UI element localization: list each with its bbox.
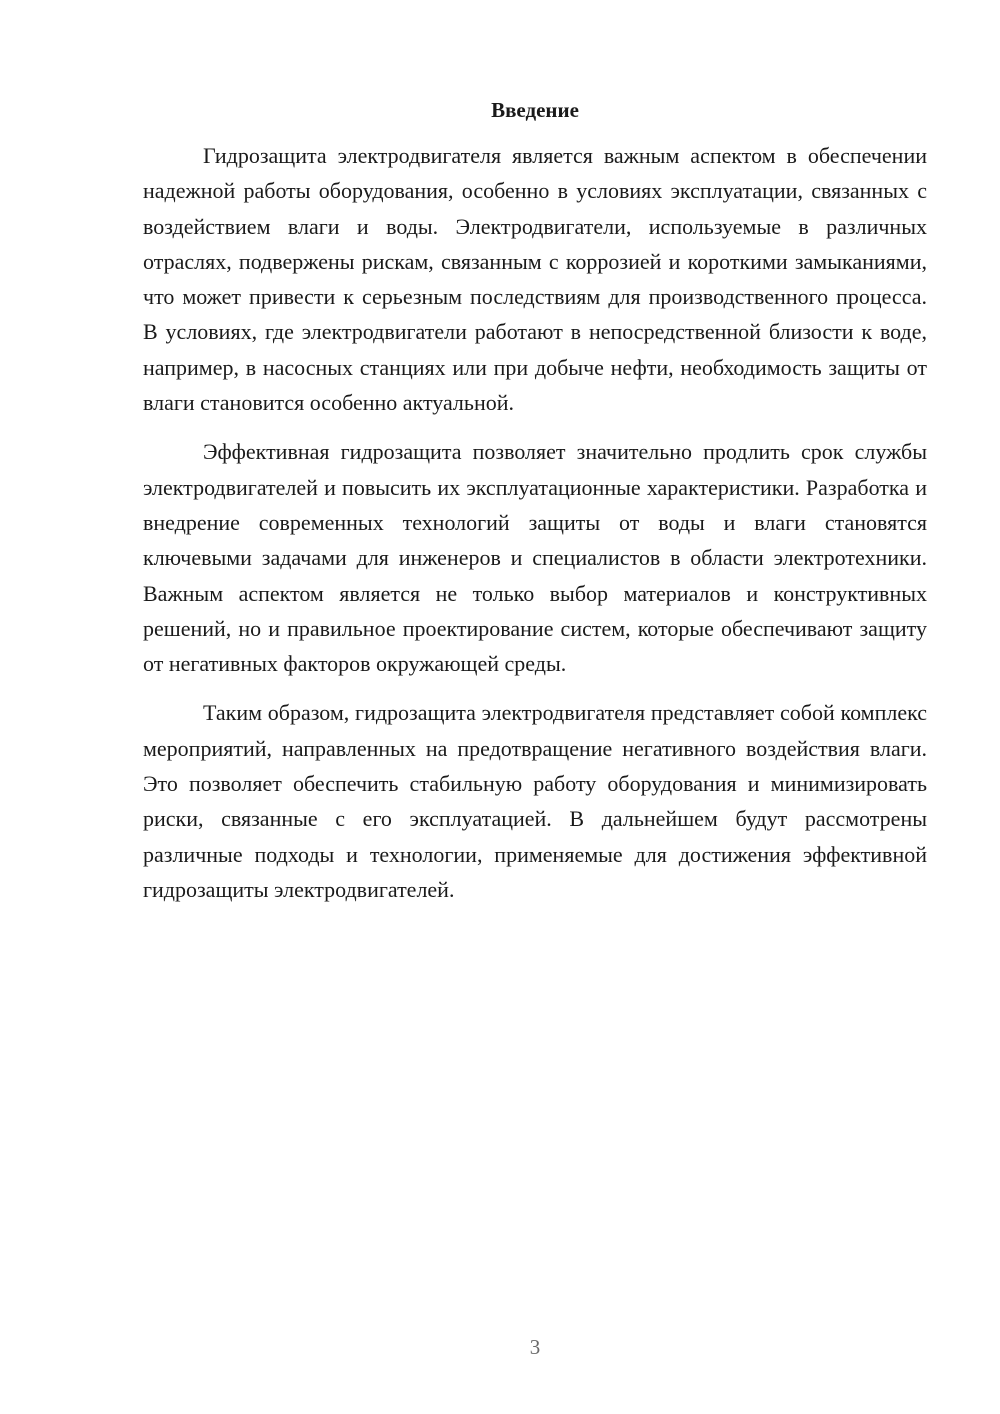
- page-body: [143, 96, 927, 921]
- paragraph-2: Эффективная гидрозащита позволяет значительно продлить срок службы электродвигателей и повысить их эксплуатационные характеристики. Разработка и внедрение современных технологий защиты от воды и влаги становятся ключевыми задачами для инженеров и специалистов в области электротехники. Важным аспектом является не только выбор материалов и конструктивных решений, но и правильное проектирование систем, которые обеспечивают защиту от негативных факторов окружающей среды.: [143, 439, 927, 677]
- paragraph-1: Гидрозащита электродвигателя является важным аспектом в обеспечении надежной работы оборудования, особенно в условиях эксплуатации, связанных с воздействием влаги и воды. Электродвигатели, используемые в различных отраслях, подвержены рискам, связанным с коррозией и короткими замыканиями, что может привести к серьезным последствиям для производственного процесса. В условиях, где электродвигатели работают в непосредственной близости к воде, например, в насосных станциях или при добыче нефти, необходимость защиты от влаги становится особенно актуальной.: [143, 143, 927, 416]
- paragraph-3: Таким образом, гидрозащита электродвигателя представляет собой комплекс мероприятий, направленных на предотвращение негативного воздействия влаги. Это позволяет обеспечить стабильную работу оборудования и минимизировать риски, связанные с его эксплуатацией. В дальнейшем будут рассмотрены различные подходы и технологии, применяемые для достижения эффективной гидрозащиты электродвигателей.: [143, 700, 927, 902]
- page-number: 3: [529, 1335, 541, 1359]
- section-title: Введение: [491, 98, 579, 122]
